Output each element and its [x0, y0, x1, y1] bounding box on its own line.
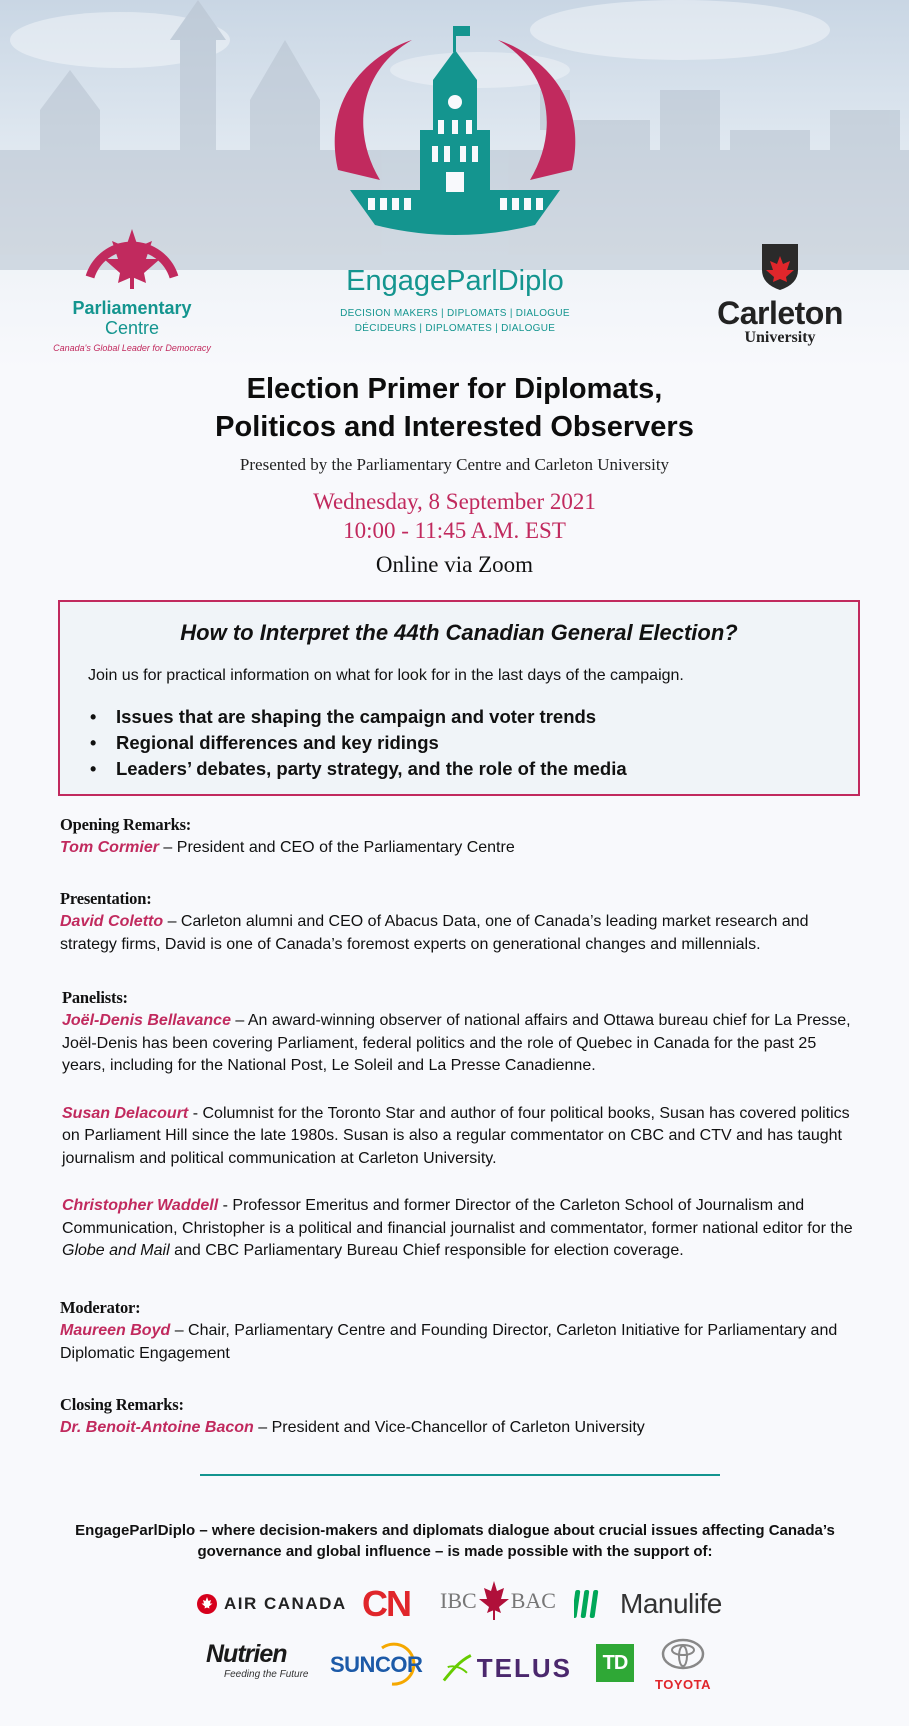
parliamentary-centre-name: Parliamentary	[72, 298, 192, 318]
nutrien-logo	[206, 1640, 316, 1688]
event-title-line-2: Politicos and Interested Observers	[215, 411, 694, 443]
td-name: TD	[602, 1651, 628, 1674]
manulife-name: Manulife	[620, 1588, 722, 1619]
carleton-name: Carleton	[717, 295, 843, 331]
parliamentary-centre-logo	[52, 225, 212, 353]
cn-name: CN	[362, 1583, 410, 1624]
telus-leaf-icon	[440, 1651, 473, 1685]
presentation-section	[60, 889, 860, 956]
panelist-entry	[62, 1010, 862, 1078]
air-canada-name: AIR CANADA	[224, 1594, 347, 1613]
suncor-logo	[330, 1642, 426, 1688]
speaker-bio-part: and CBC Parliamentary Bureau Chief responsible for election coverage.	[169, 1242, 684, 1259]
manulife-mark-icon	[574, 1586, 604, 1620]
ibc-maple-leaf-icon	[477, 1579, 511, 1623]
toyota-logo	[652, 1638, 714, 1690]
carleton-university-label: University	[744, 329, 816, 346]
air-canada-roundel-icon	[196, 1593, 218, 1615]
event-venue: Online via Zoom	[375, 552, 534, 577]
engageparldiplo-name: EngageParlDiplo	[346, 265, 564, 297]
speaker-bio: – President and Vice-Chancellor of Carleton University	[253, 1419, 645, 1436]
highlight-box-intro: Join us for practical information on what for look for in the last days of the campaign.	[88, 667, 684, 684]
highlight-box-title: How to Interpret the 44th Canadian General Election?	[180, 620, 738, 645]
toyota-emblem-icon	[652, 1638, 714, 1672]
bullet-item: • Issues that are shaping the campaign and voter trends	[88, 704, 627, 730]
ibc-bac-logo	[440, 1576, 560, 1626]
panelists-label: Panelists:	[62, 988, 128, 1007]
speaker-bio-part: - Professor Emeritus and former Director of the Carleton School of Journalism and Communication, Christopher is a political and financial journalist and commentator, former national editor for the	[62, 1197, 853, 1237]
cn-logo	[362, 1583, 424, 1624]
bullet-item: • Leaders’ debates, party strategy, and the role of the media	[88, 756, 627, 782]
highlight-box-bullets	[88, 704, 627, 782]
highlight-box	[58, 600, 860, 796]
closing-remarks-entry	[60, 1417, 860, 1440]
opening-remarks-section	[60, 815, 860, 860]
moderator-entry	[60, 1320, 860, 1365]
maple-leaf-icon	[52, 225, 212, 291]
speaker-name: Tom Cormier	[60, 839, 159, 856]
speaker-bio: – An award-winning observer of national affairs and Ottawa bureau chief for La Presse, Joël-Denis has been covering Parliament, federal politics and the role of Quebec in Canada for the past 25 years, including for the National Post, Le Soleil and La Presse Canadienne.	[62, 1012, 851, 1074]
opening-remarks-entry	[60, 837, 860, 860]
nutrien-name: Nutrien	[206, 1640, 287, 1668]
event-title	[0, 370, 909, 446]
footer-divider	[200, 1474, 720, 1476]
speaker-name: Dr. Benoit-Antoine Bacon	[60, 1419, 254, 1436]
closing-remarks-label: Closing Remarks:	[60, 1395, 184, 1414]
speaker-name: David Coletto	[60, 913, 164, 930]
panelists-section	[62, 988, 862, 1263]
parliamentary-centre-name-2: Centre	[104, 318, 160, 338]
publication-name: Globe and Mail	[62, 1242, 170, 1259]
carleton-university-logo	[700, 242, 860, 347]
event-title-line-1: Election Primer for Diplomats,	[246, 373, 663, 405]
telus-name: TELUS	[476, 1652, 572, 1683]
speaker-name: Joël-Denis Bellavance	[62, 1012, 231, 1029]
event-date: Wednesday, 8 September 2021	[313, 489, 596, 514]
speaker-name: Christopher Waddell	[62, 1197, 219, 1214]
panelist-entry	[62, 1103, 862, 1171]
support-statement: EngageParlDiplo – where decision-makers and diplomats dialogue about crucial issues affecting Canada’s governance and global influence – is made possible with the support of:	[75, 1522, 835, 1560]
toyota-name: TOYOTA	[655, 1677, 711, 1692]
presentation-label: Presentation:	[60, 889, 152, 908]
panelist-entry	[62, 1195, 862, 1263]
ibc-name: IBC	[440, 1588, 477, 1613]
air-canada-logo	[196, 1584, 348, 1624]
speaker-bio: – President and CEO of the Parliamentary Centre	[158, 839, 515, 856]
telus-logo	[440, 1648, 572, 1688]
speaker-bio: - Columnist for the Toronto Star and author of four political books, Susan has covered politics on Parliament Hill since the late 1980s. Susan is also a regular commentator on CBC and CTV and has taught journalism and political communication at Carleton University.	[62, 1104, 850, 1167]
peace-tower-icon	[320, 20, 590, 240]
speaker-name: Maureen Boyd	[60, 1322, 171, 1339]
moderator-section	[60, 1298, 860, 1365]
event-time: 10:00 - 11:45 A.M. EST	[343, 518, 566, 543]
manulife-logo	[620, 1584, 720, 1624]
opening-remarks-label: Opening Remarks:	[60, 815, 192, 834]
parliamentary-centre-tagline: Canada's Global Leader for Democracy	[53, 343, 211, 353]
nutrien-tagline: Feeding the Future	[224, 1669, 309, 1680]
moderator-label: Moderator:	[60, 1298, 141, 1317]
closing-remarks-section	[60, 1395, 860, 1440]
engageparldiplo-tagline-en: DECISION MAKERS | DIPLOMATS | DIALOGUE	[340, 308, 570, 319]
speaker-name: Susan Delacourt	[62, 1104, 189, 1122]
bullet-item: • Regional differences and key ridings	[88, 730, 627, 756]
engageparldiplo-tagline-fr: DÉCIDEURS | DIPLOMATES | DIALOGUE	[354, 323, 556, 334]
engageparldiplo-logo	[320, 20, 590, 334]
carleton-shield-icon	[700, 242, 860, 292]
speaker-bio: – Chair, Parliamentary Centre and Founding Director, Carleton Initiative for Parliamentary and Diplomatic Engagement	[60, 1322, 838, 1362]
speaker-bio: – Carleton alumni and CEO of Abacus Data, one of Canada’s leading market research and strategy firms, David is one of Canada’s foremost experts on generational changes and millennials.	[60, 913, 809, 953]
bac-name: BAC	[510, 1588, 556, 1613]
presented-by: Presented by the Parliamentary Centre and Carleton University	[239, 455, 670, 474]
presentation-entry	[60, 911, 860, 956]
suncor-name: SUNCOR	[330, 1652, 423, 1677]
td-logo	[596, 1644, 634, 1682]
event-date-time	[0, 487, 909, 545]
